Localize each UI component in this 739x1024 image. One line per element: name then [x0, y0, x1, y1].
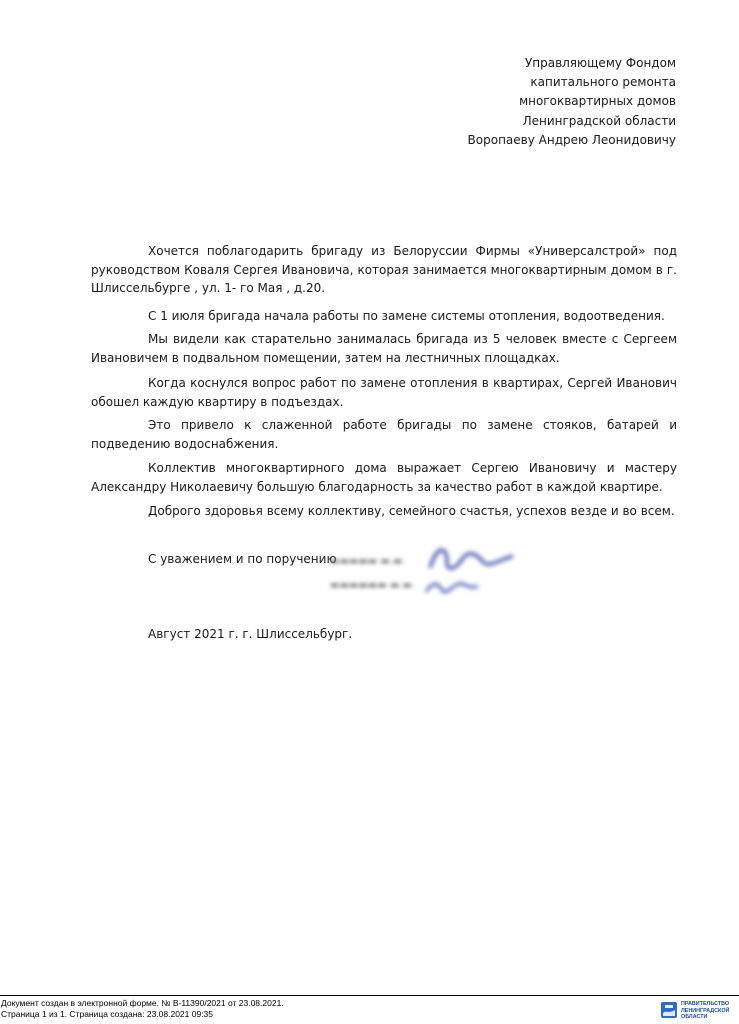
government-label	[681, 1001, 729, 1021]
addressee-line: Воропаеву Андрею Леонидовичу	[467, 132, 676, 147]
addressee-line: Ленинградской области	[522, 113, 676, 128]
government-label-line: ПРАВИТЕЛЬСТВО	[681, 1001, 730, 1007]
letter-paragraph: Мы видели как старательно занималась бригада из 5 человек вместе с Сергеем Ивановичем в подвальном помещении, затем на лестничных площадках.	[91, 332, 677, 365]
footer-line: Документ создан в электронной форме. № В-11390/2021 от 23.08.2021.	[1, 998, 284, 1008]
addressee-line: капитального ремонта	[530, 75, 676, 90]
letter-paragraph: Доброго здоровья всему коллективу, семейного счастья, успехов везде и во всем.	[148, 504, 675, 518]
date-place: Август 2021 г. г. Шлиссельбург.	[148, 627, 353, 641]
addressee-line: Управляющему Фондом	[524, 56, 676, 70]
letter-paragraph: Хочется поблагодарить бригаду из Белоруссии Фирмы «Универсалстрой» под руководством Коваля Сергея Ивановича, которая занимается многоквартирным домом в г. Шлиссельбурге , ул. 1- го Мая , д.20.	[91, 244, 677, 295]
letter-paragraph: Это привело к слаженной работе бригады по замене стояков, батарей и подведению водоснабжения.	[91, 418, 677, 451]
signature-image	[422, 574, 482, 600]
signoff-text: С уважением и по поручению	[148, 552, 337, 566]
letter-paragraph: Когда коснулся вопрос работ по замене отопления в квартирах, Сергей Иванович обошел каждую квартиру в подъездах.	[91, 376, 677, 409]
coat-of-arms-icon	[660, 1001, 678, 1019]
footer-divider	[0, 995, 739, 996]
footer-line: Страница 1 из 1. Страница создана: 23.08.2021 09:35	[1, 1009, 214, 1019]
letter-paragraph: Коллектив многоквартирного дома выражает Сергею Ивановичу и мастеру Александру Николаевичу большую благодарность за качество работ в каждой квартире.	[91, 461, 677, 494]
addressee-block	[468, 54, 676, 150]
government-label-line: ЛЕНИНГРАДСКОЙ	[681, 1007, 730, 1014]
government-label-line: ОБЛАСТИ	[681, 1014, 708, 1021]
footer-info	[1, 998, 284, 1020]
redacted-name: ▬▬▬▬▬ ▬.▬.	[330, 556, 406, 567]
letter-paragraph: С 1 июля бригада начала работы по замене системы отопления, водоотведения.	[148, 309, 665, 323]
addressee-line: многоквартирных домов	[519, 94, 676, 109]
redacted-name: ▬▬▬▬▬▬ ▬.▬.	[330, 580, 416, 591]
